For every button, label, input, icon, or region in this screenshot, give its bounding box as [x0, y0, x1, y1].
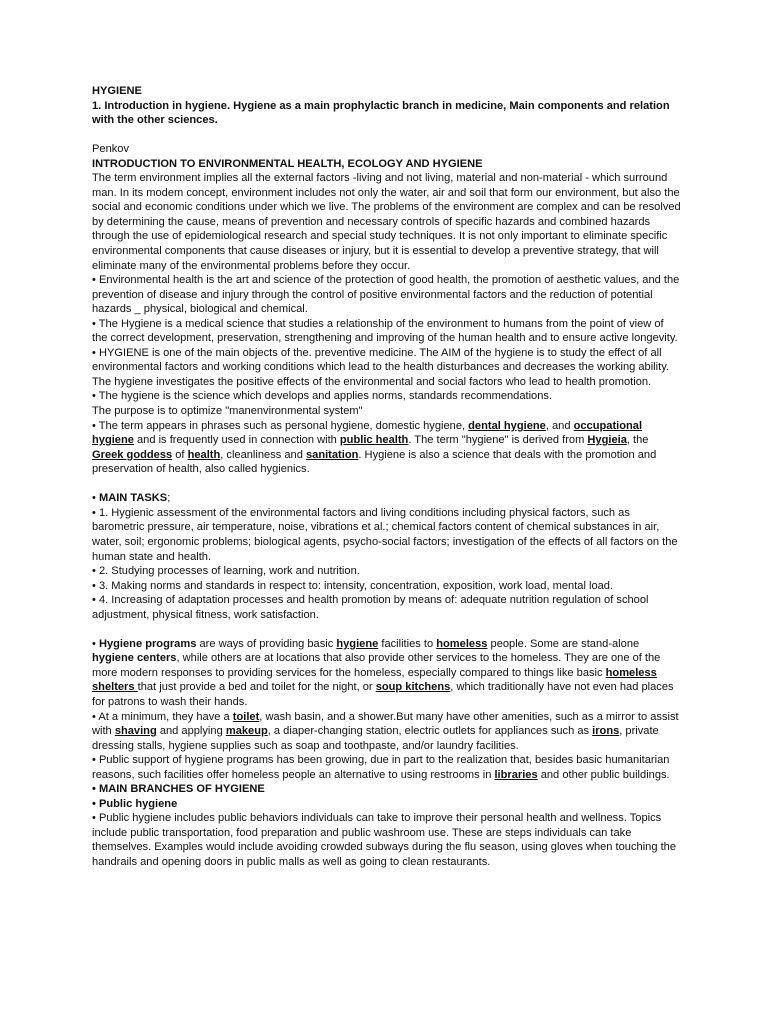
public-support-paragraph: • Public support of hygiene programs has been growing, due in part to the realization that, besides basic humanitarian reasons, such facilities offer homeless people an alternative to using restrooms in libraries and other public buildings.	[92, 754, 670, 781]
link-dental-hygiene[interactable]: dental hygiene	[468, 419, 546, 432]
bullet-hygiene-science: • The Hygiene is a medical science that studies a relationship of the environment to humans from the point of view of the correct development, preservation, strengthening and improving of the human health and to ensure active longevity.	[92, 317, 678, 345]
link-shaving[interactable]: shaving	[114, 725, 157, 738]
task-3: • 3. Making norms and standards in respect to: intensity, concentration, exposition, work load, mental load.	[92, 579, 614, 592]
minimum-amenities-paragraph: • At a minimum, they have a toilet, wash basin, and a shower.But many have other amenities, such as a mirror to assist with shaving and applying makeup, a diaper-changing station, electric outlets for appliances such as irons, private dressing stalls, hygiene supplies such as soap and toothpaste, and/or laundry facilities.	[92, 710, 679, 752]
public-hygiene-paragraph: • Public hygiene includes public behaviors individuals can take to improve their personal health and wellness. Topics include public transportation, food preparation and public washroom use. These are steps individuals can take themselves. Examples would include avoiding crowded subways during the flu season, using gloves when touching the handrails and opening doors in public malls as well as going to clean restaurants.	[92, 812, 676, 868]
task-1: • 1. Hygienic assessment of the environmental factors and living conditions including physical factors, such as barometric pressure, air temperature, noise, vibrations et al.; chemical factors content of chemical substances in air, water, soil; ergonomic problems; biological agents, psycho-social factors; investigation of the effects of all factors on the human state and health.	[92, 506, 678, 563]
link-libraries[interactable]: libraries	[494, 768, 538, 781]
link-sanitation[interactable]: sanitation	[305, 448, 359, 461]
bullet-norms: • The hygiene is the science which develops and applies norms, standards recommendations.	[92, 390, 553, 403]
bullet-term-phrases: • The term appears in phrases such as personal hygiene, domestic hygiene, dental hygiene, and occupational hygiene and is frequently used in connection with public health. The term "hygiene" is derived from Hygieia, the Greek goddess of health, cleanliness and sanitation. Hygiene is also a science that deals with the promotion and preservation of health, also called hygienics.	[92, 419, 657, 476]
link-toilet[interactable]: toilet	[232, 710, 260, 723]
intro-paragraph: The term environment implies all the external factors -living and not living, material and non-material - which surround man. In its modem concept, environment includes not only the water, air and soil that form our environment, but also the social and economic conditions under which we live. The problems of the environment are complex and can be resolved by determining the cause, means of prevention and necessary controls of specific hazards and combined hazards through the use of epidemiological research and special study techniques. It is not only important to eliminate specific environmental components that cause diseases or injury, but it is essential to develop a preventive strategy, that will eliminate many of the environmental problems before they occur.	[92, 172, 681, 272]
link-hygiene[interactable]: hygiene	[336, 637, 379, 650]
main-branches-heading: • MAIN BRANCHES OF HYGIENE	[92, 783, 265, 796]
link-greek-goddess[interactable]: Greek goddess	[92, 448, 173, 461]
document-page	[92, 84, 682, 870]
link-public-health[interactable]: public health	[339, 434, 409, 447]
section-title: INTRODUCTION TO ENVIRONMENTAL HEALTH, ECOLOGY AND HYGIENE	[92, 157, 483, 170]
link-homeless-shelters[interactable]: homeless shelters	[92, 666, 657, 694]
link-makeup[interactable]: makeup	[225, 725, 268, 738]
heading-1: 1. Introduction in hygiene. Hygiene as a main prophylactic branch in medicine, Main components and relation with the other sciences.	[92, 99, 670, 127]
purpose-line: The purpose is to optimize "manenvironmental system"	[92, 405, 363, 418]
task-2: • 2. Studying processes of learning, work and nutrition.	[92, 565, 360, 578]
link-hygieia[interactable]: Hygieia	[587, 434, 627, 447]
link-irons[interactable]: irons	[592, 725, 620, 738]
bullet-environmental-health: • Environmental health is the art and science of the protection of good health, the promotion of aesthetic values, and the prevention of disease and injury through the control of positive environmental factors and the reduction of potential hazards _ physical, biological and chemical.	[92, 274, 680, 316]
public-hygiene-heading: • Public hygiene	[92, 797, 178, 810]
main-tasks-heading: • MAIN TASKS;	[92, 492, 171, 505]
doc-title: HYGIENE	[92, 85, 142, 97]
link-homeless[interactable]: homeless	[436, 637, 488, 650]
bullet-hygiene-aim: • HYGIENE is one of the main objects of the. preventive medicine. The AIM of the hygiene is to study the effect of all environmental factors and working conditions which lead to the health disturbances and decreases the working ability. The hygiene investigates the positive effects of the environmental and social factors who lead to health promotion.	[92, 346, 669, 388]
author: Penkov	[92, 143, 130, 156]
link-health[interactable]: health	[187, 448, 221, 461]
task-4: • 4. Increasing of adaptation processes and health promotion by means of: adequate nutrition regulation of school adjustment, physical fitness, work satisfaction.	[92, 594, 649, 621]
link-occupational-hygiene[interactable]: occupational hygiene	[92, 419, 643, 447]
link-soup-kitchens[interactable]: soup kitchens	[375, 681, 451, 694]
hygiene-programs-paragraph: • Hygiene programs are ways of providing basic hygiene facilities to homeless people. Some are stand-alone hygiene centers, while others are at locations that also provide other services to the homeless. They are one of the more modern responses to providing services for the homeless, especially compared to things like basic homeless shelters that just provide a bed and toilet for the night, or soup kitchens, which traditionally have not even had places for patrons to wash their hands.	[92, 637, 674, 708]
